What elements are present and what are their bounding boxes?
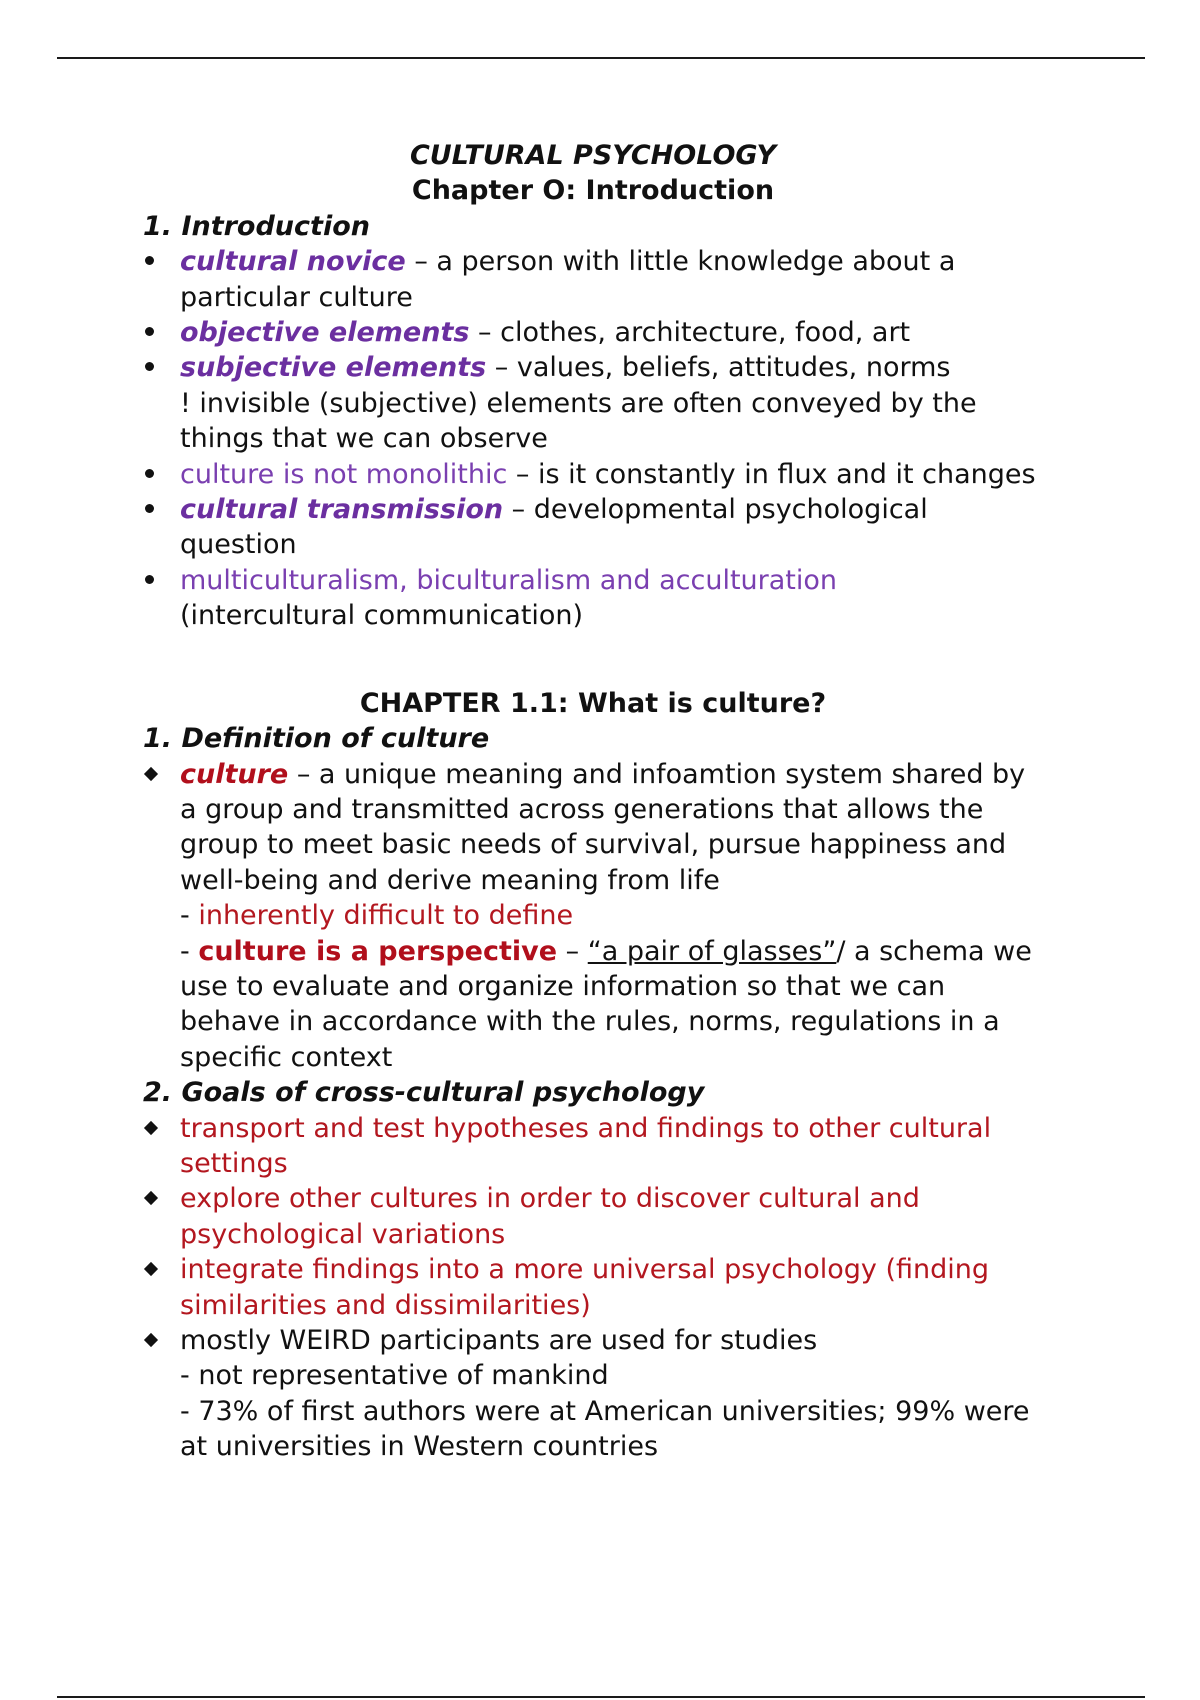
term-description: (intercultural communication) [180,600,584,632]
section-definition-heading: 1. Definition of culture [143,723,490,755]
list-item [143,563,1043,634]
bullet-icon [143,244,163,279]
list-item [143,492,1043,563]
list-item [143,1252,1043,1323]
term: subjective elements [180,352,487,384]
top-rule [57,57,1145,59]
document-body [143,138,1043,1465]
goal-text: explore other cultures in order to discover cultural and psychological variations [180,1183,920,1250]
term-description: – developmental psychological question [180,494,928,561]
term-description: – is it constantly in flux and it changes [507,458,1036,490]
goal-text: transport and test hypotheses and findings to other cultural settings [180,1112,992,1179]
sub-point-term: culture is a perspective [198,935,558,967]
chapter-1-1-heading: CHAPTER 1.1: What is culture? [359,687,827,719]
sub-point-rest: / a schema we use to evaluate and organize information so that we can behave in accordance with the rules, norms, regulations in a specific context [180,935,1032,1073]
term: multiculturalism, biculturalism and acculturation [180,564,838,596]
term-description: – values, beliefs, attitudes, norms [486,352,951,384]
term: cultural transmission [180,494,504,526]
term-description: – a unique meaning and infoamtion system shared by a group and transmitted across generations that allows the group to meet basic needs of survival, pursue happiness and well-being and derive meaning from life [180,758,1026,896]
bullet-icon [143,350,163,385]
bullet-icon [143,457,163,492]
diamond-bullet-icon [143,757,163,792]
sub-point: - not representative of mankind [180,1360,609,1392]
term-description: – clothes, architecture, food, art [469,317,911,349]
list-item [143,350,1043,456]
sub-dash: - [180,900,199,932]
diamond-bullet-icon [143,1323,163,1358]
spacer [143,634,1043,686]
bullet-icon [143,563,163,598]
list-item [143,757,1043,1076]
term: objective elements [180,317,470,349]
list-item [143,1181,1043,1252]
list-item [143,457,1043,492]
bottom-rule [57,1696,1145,1698]
term: culture [180,758,289,790]
document-title: CULTURAL PSYCHOLOGY [409,140,777,171]
diamond-bullet-icon [143,1111,163,1146]
term: cultural novice [180,246,406,278]
list-item [143,1323,1043,1465]
introduction-list [143,244,1043,633]
sub-point-separator: – [557,935,588,967]
bullet-icon [143,315,163,350]
section-goals-heading: 2. Goals of cross-cultural psychology [143,1077,705,1109]
bullet-icon [143,492,163,527]
sub-point: inherently difficult to define [198,900,574,932]
definition-list [143,757,1043,1076]
section-introduction-heading: 1. Introduction [143,210,370,242]
term-note: ! invisible (subjective) elements are often conveyed by the things that we can observe [180,387,977,455]
list-item [143,1111,1043,1182]
chapter-0-heading: Chapter O: Introduction [411,175,775,207]
diamond-bullet-icon [143,1181,163,1216]
list-item [143,244,1043,315]
goal-text: integrate findings into a more universal psychology (finding similarities and dissimilarities) [180,1254,990,1321]
sub-point-quote: “a pair of glasses” [587,935,837,967]
diamond-bullet-icon [143,1252,163,1287]
term-description: – a person with little knowledge about a particular culture [180,246,956,313]
list-item [143,315,1043,350]
sub-dash: - [180,935,199,967]
goals-list [143,1111,1043,1465]
term: culture is not monolithic [180,458,508,490]
sub-point: - 73% of first authors were at American universities; 99% were at universities in Western countries [180,1395,1030,1463]
goal-text: mostly WEIRD participants are used for studies [180,1325,818,1356]
